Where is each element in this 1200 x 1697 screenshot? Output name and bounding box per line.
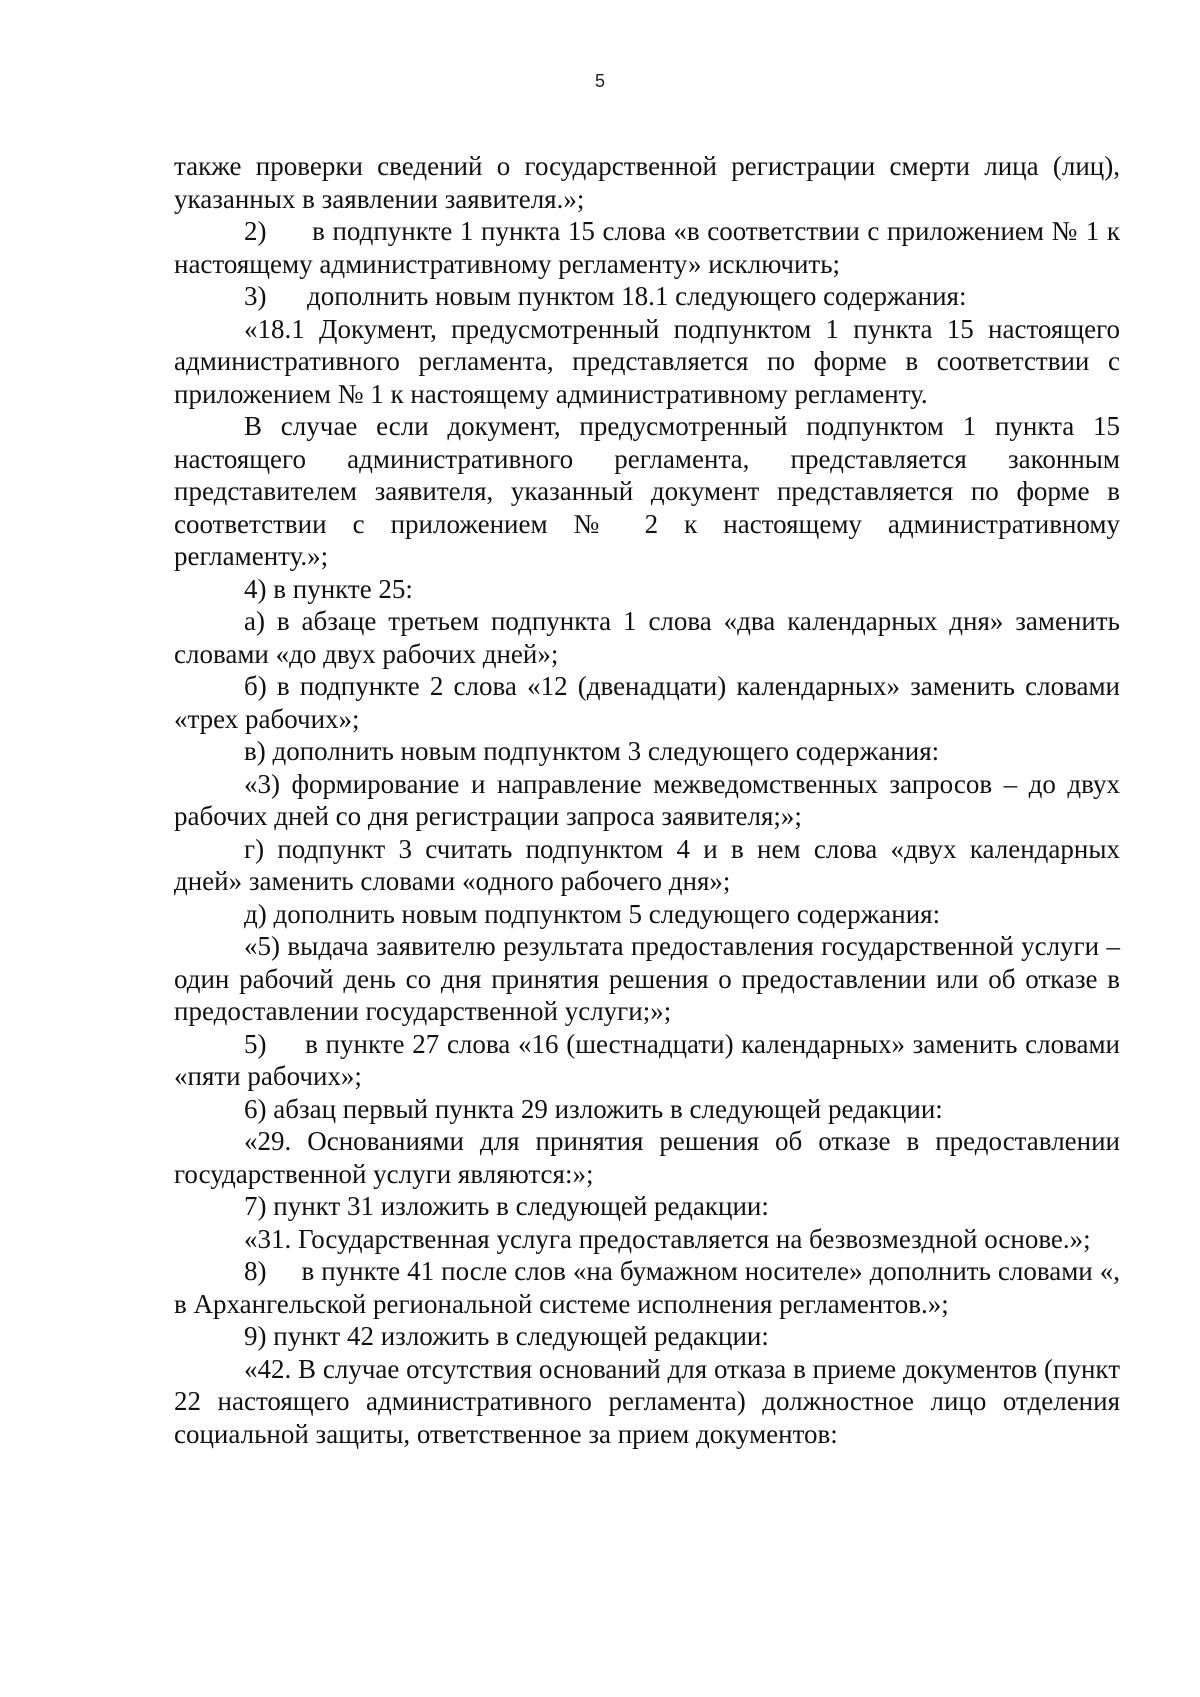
paragraph: б) в подпункте 2 слова «12 (двенадцати) календарных» заменить словами «трех рабочих»; [174,671,1120,734]
paragraph: 8) в пункте 41 после слов «на бумажном носителе» дополнить словами «, в Архангельской региональной системе исполнения регламентов.»; [174,1256,1120,1319]
paragraph: «42. В случае отсутствия оснований для отказа в приеме документов (пункт 22 настоящего административного регламента) должностное лицо отделения социальной защиты, ответственное за прием документов: [174,1353,1120,1449]
paragraph: 5) в пункте 27 слова «16 (шестнадцати) календарных» заменить словами «пяти рабочих»; [174,1028,1120,1091]
paragraph: д) дополнить новым подпунктом 5 следующего содержания: [244,898,941,929]
paragraph: 4) в пункте 25: [244,573,413,604]
paragraph: «3) формирование и направление межведомственных запросов – до двух рабочих дней со дня регистрации запроса заявителя;»; [174,768,1120,831]
document-body [174,150,1120,1450]
paragraph: «18.1 Документ, предусмотренный подпунктом 1 пункта 15 настоящего административного регламента, представляется по форме в соответствии с приложением № 1 к настоящему административному регламенту. [174,313,1120,409]
paragraph: «5) выдача заявителю результата предоставления государственной услуги – один рабочий день со дня принятия решения о предоставлении или об отказе в предоставлении государственной услуги;»; [174,931,1120,1026]
paragraph: г) подпункт 3 считать подпунктом 4 и в нем слова «двух календарных дней» заменить словами «одного рабочего дня»; [174,833,1120,896]
paragraph: 9) пункт 42 изложить в следующей редакции: [244,1321,769,1351]
paragraph: 3) дополнить новым пунктом 18.1 следующего содержания: [244,281,967,311]
page-number: 5 [594,71,605,91]
paragraph: «29. Основаниями для принятия решения об отказе в предоставлении государственной услуги являются:»; [174,1126,1120,1189]
paragraph: «31. Государственная услуга предоставляется на безвозмездной основе.»; [244,1223,1091,1254]
paragraph: В случае если документ, предусмотренный подпунктом 1 пункта 15 настоящего административного регламента, представляется законным представителем заявителя, указанный документ представляется по форме в соответствии с приложением № 2 к настоящему административному регламенту.»; [174,411,1120,571]
paragraph: 2) в подпункте 1 пункта 15 слова «в соответствии с приложением № 1 к настоящему административному регламенту» исключить; [174,216,1120,279]
paragraph: в) дополнить новым подпунктом 3 следующего содержания: [244,736,940,766]
paragraph: 7) пункт 31 изложить в следующей редакции: [244,1191,769,1221]
paragraph: 6) абзац первый пункта 29 изложить в следующей редакции: [244,1093,943,1124]
paragraph: также проверки сведений о государственной регистрации смерти лица (лиц), указанных в заявлении заявителя.»; [174,151,1120,214]
paragraph: а) в абзаце третьем подпункта 1 слова «два календарных дня» заменить словами «до двух рабочих дней»; [174,606,1120,669]
